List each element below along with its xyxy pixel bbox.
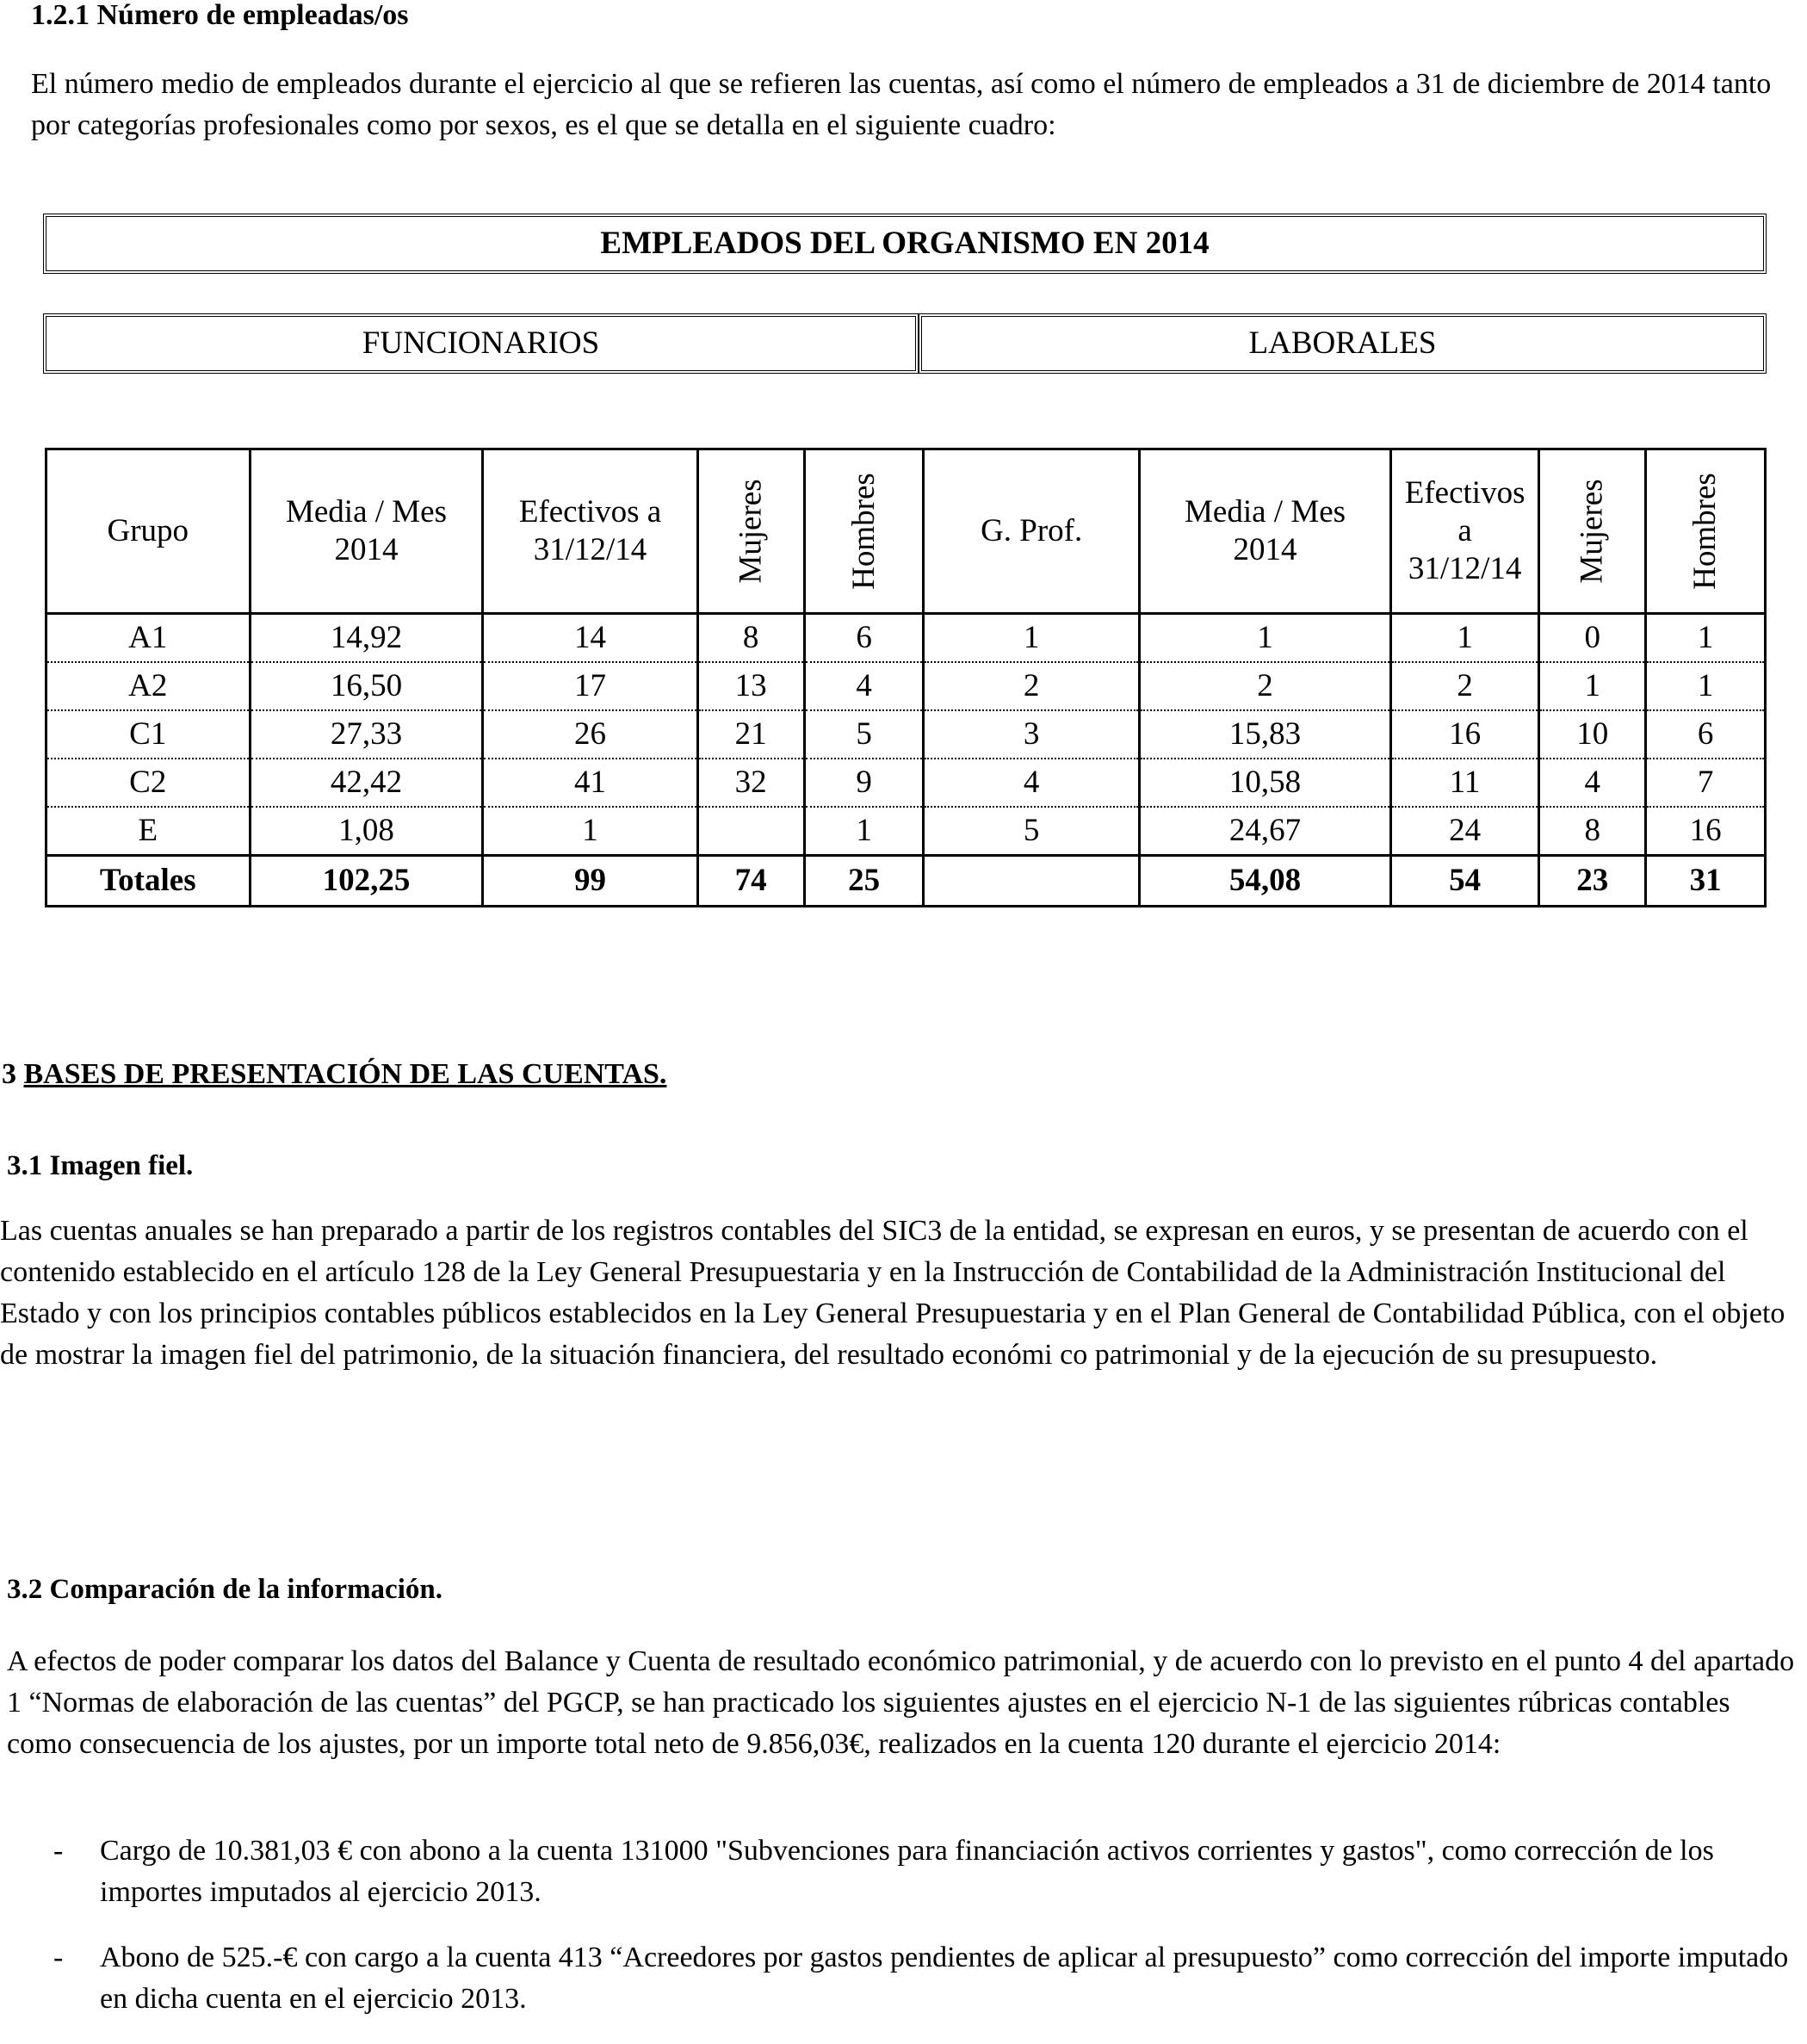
bullet-dash: -: [53, 1835, 64, 1867]
section-heading-122: 1.2.1 Número de empleadas/os: [31, 0, 409, 31]
list-item: [7, 1937, 1798, 2020]
cell-media-f: 42,42: [250, 759, 483, 807]
header-grupo: Grupo: [46, 449, 251, 614]
cell-media-l: 15,83: [1139, 710, 1390, 759]
cell-efectivos-f: 41: [483, 759, 697, 807]
cell-mujeres-f: [697, 807, 804, 856]
cell-hombres-l: 7: [1646, 759, 1766, 807]
cell-media-l: 24,67: [1139, 807, 1390, 856]
total-hombres-f: 25: [804, 856, 924, 907]
cell-mujeres-l: 0: [1539, 614, 1646, 663]
cell-hombres-f: 9: [804, 759, 924, 807]
cell-hombres-f: 1: [804, 807, 924, 856]
header-hombres-laborales: Hombres: [1646, 449, 1766, 614]
cell-gprof: 2: [924, 662, 1139, 710]
cell-grupo: E: [46, 807, 251, 856]
cell-gprof: 3: [924, 710, 1139, 759]
cell-mujeres-l: 1: [1539, 662, 1646, 710]
bullet-text: Cargo de 10.381,03 € con abono a la cuenta 131000 "Subvenciones para financiación activos corrientes y gastos", como corrección de los importes imputados al ejercicio 2013.: [100, 1835, 1714, 1908]
section-heading-32: 3.2 Comparación de la información.: [7, 1574, 442, 1605]
cell-hombres-f: 4: [804, 662, 924, 710]
header-media-funcionarios: Media / Mes 2014: [250, 449, 483, 614]
total-media-f: 102,25: [250, 856, 483, 907]
cell-gprof: 1: [924, 614, 1139, 663]
section-32-paragraph: A efectos de poder comparar los datos del Balance y Cuenta de resultado económico patrimonial, y de acuerdo con lo previsto en el punto 4 del apartado 1 “Normas de elaboración de las cuentas” del PGCP, se han practicado los siguientes ajustes en el ejercicio N-1 de las siguientes rúbricas contables como consecuencia de los ajustes, por un importe total neto de 9.856,03€, realizados en la cuenta 120 durante el ejercicio 2014:: [7, 1645, 1795, 1760]
section-number-3: 3: [2, 1058, 16, 1090]
cell-mujeres-f: 21: [697, 710, 804, 759]
cell-media-l: 10,58: [1139, 759, 1390, 807]
total-media-l: 54,08: [1139, 856, 1390, 907]
cell-mujeres-l: 10: [1539, 710, 1646, 759]
group-label-laborales: LABORALES: [1248, 325, 1437, 361]
total-mujeres-f: 74: [697, 856, 804, 907]
section-heading-3: [2, 1054, 666, 1095]
list-item: [7, 1830, 1798, 1913]
total-efectivos-f: 99: [483, 856, 697, 907]
cell-grupo: A1: [46, 614, 251, 663]
total-efectivos-l: 54: [1391, 856, 1539, 907]
cell-media-f: 14,92: [250, 614, 483, 663]
group-header-laborales: [919, 313, 1767, 374]
cell-efectivos-f: 17: [483, 662, 697, 710]
table-row: [46, 807, 1766, 856]
cell-grupo: A2: [46, 662, 251, 710]
cell-efectivos-f: 26: [483, 710, 697, 759]
section-31-paragraph: Las cuentas anuales se han preparado a partir de los registros contables del SIC3 de la entidad, se expresan en euros, y se presentan de acuerdo con el contenido establecido en el artículo 128 de la Ley General Presupuestaria y en la Instrucción de Contabilidad de la Administración Institucional del Estado y con los principios contables públicos establecidos en la Ley General Presupuestaria y en el Plan General de Contabilidad Pública, con el objeto de mostrar la imagen fiel del patrimonio, de la situación financiera, del resultado económi co patrimonial y de la ejecución de su presupuesto.: [0, 1215, 1785, 1371]
cell-efectivos-l: 1: [1391, 614, 1539, 663]
bullet-text: Abono de 525.-€ con cargo a la cuenta 413 “Acreedores por gastos pendientes de aplicar al presupuesto” como corrección del importe imputado en dicha cuenta en el ejercicio 2013.: [100, 1942, 1789, 2015]
section-heading-31: 3.1 Imagen fiel.: [7, 1150, 194, 1181]
total-gprof: [924, 856, 1139, 907]
bullet-dash: -: [53, 1942, 64, 1973]
group-header-funcionarios: [43, 313, 919, 374]
cell-media-f: 27,33: [250, 710, 483, 759]
cell-mujeres-f: 13: [697, 662, 804, 710]
adjustments-list: [7, 1830, 1798, 2044]
cell-grupo: C2: [46, 759, 251, 807]
cell-mujeres-l: 4: [1539, 759, 1646, 807]
intro-paragraph: El número medio de empleados durante el ejercicio al que se refieren las cuentas, así como el número de empleados a 31 de diciembre de 2014 tanto por categorías profesionales como por sexos, es el que se detalla en el siguiente cuadro:: [31, 68, 1772, 141]
table-title: EMPLEADOS DEL ORGANISMO EN 2014: [600, 226, 1210, 261]
cell-gprof: 4: [924, 759, 1139, 807]
employees-table: [45, 448, 1767, 907]
header-efectivos-funcionarios: Efectivos a 31/12/14: [483, 449, 697, 614]
table-row: [46, 662, 1766, 710]
section-title-3: BASES DE PRESENTACIÓN DE LAS CUENTAS.: [23, 1058, 667, 1090]
cell-efectivos-l: 2: [1391, 662, 1539, 710]
cell-hombres-f: 5: [804, 710, 924, 759]
cell-efectivos-l: 16: [1391, 710, 1539, 759]
cell-mujeres-f: 32: [697, 759, 804, 807]
header-mujeres-funcionarios: Mujeres: [697, 449, 804, 614]
table-row: [46, 614, 1766, 663]
cell-media-l: 2: [1139, 662, 1390, 710]
cell-efectivos-l: 11: [1391, 759, 1539, 807]
totals-row: [46, 856, 1766, 907]
total-grupo: Totales: [46, 856, 251, 907]
cell-grupo: C1: [46, 710, 251, 759]
cell-gprof: 5: [924, 807, 1139, 856]
cell-hombres-l: 1: [1646, 614, 1766, 663]
cell-hombres-f: 6: [804, 614, 924, 663]
cell-hombres-l: 16: [1646, 807, 1766, 856]
table-header-row: [46, 449, 1766, 614]
cell-media-f: 16,50: [250, 662, 483, 710]
cell-efectivos-l: 24: [1391, 807, 1539, 856]
header-gprof: G. Prof.: [924, 449, 1139, 614]
header-media-laborales: Media / Mes 2014: [1139, 449, 1390, 614]
header-hombres-funcionarios: Hombres: [804, 449, 924, 614]
group-label-funcionarios: FUNCIONARIOS: [362, 325, 600, 361]
table-row: [46, 759, 1766, 807]
table-title-box: [43, 214, 1767, 274]
total-mujeres-l: 23: [1539, 856, 1646, 907]
cell-mujeres-f: 8: [697, 614, 804, 663]
header-efectivos-laborales: Efectivos a 31/12/14: [1391, 449, 1539, 614]
cell-hombres-l: 6: [1646, 710, 1766, 759]
total-hombres-l: 31: [1646, 856, 1766, 907]
cell-efectivos-f: 1: [483, 807, 697, 856]
cell-mujeres-l: 8: [1539, 807, 1646, 856]
cell-media-l: 1: [1139, 614, 1390, 663]
cell-efectivos-f: 14: [483, 614, 697, 663]
table-row: [46, 710, 1766, 759]
cell-hombres-l: 1: [1646, 662, 1766, 710]
header-mujeres-laborales: Mujeres: [1539, 449, 1646, 614]
cell-media-f: 1,08: [250, 807, 483, 856]
